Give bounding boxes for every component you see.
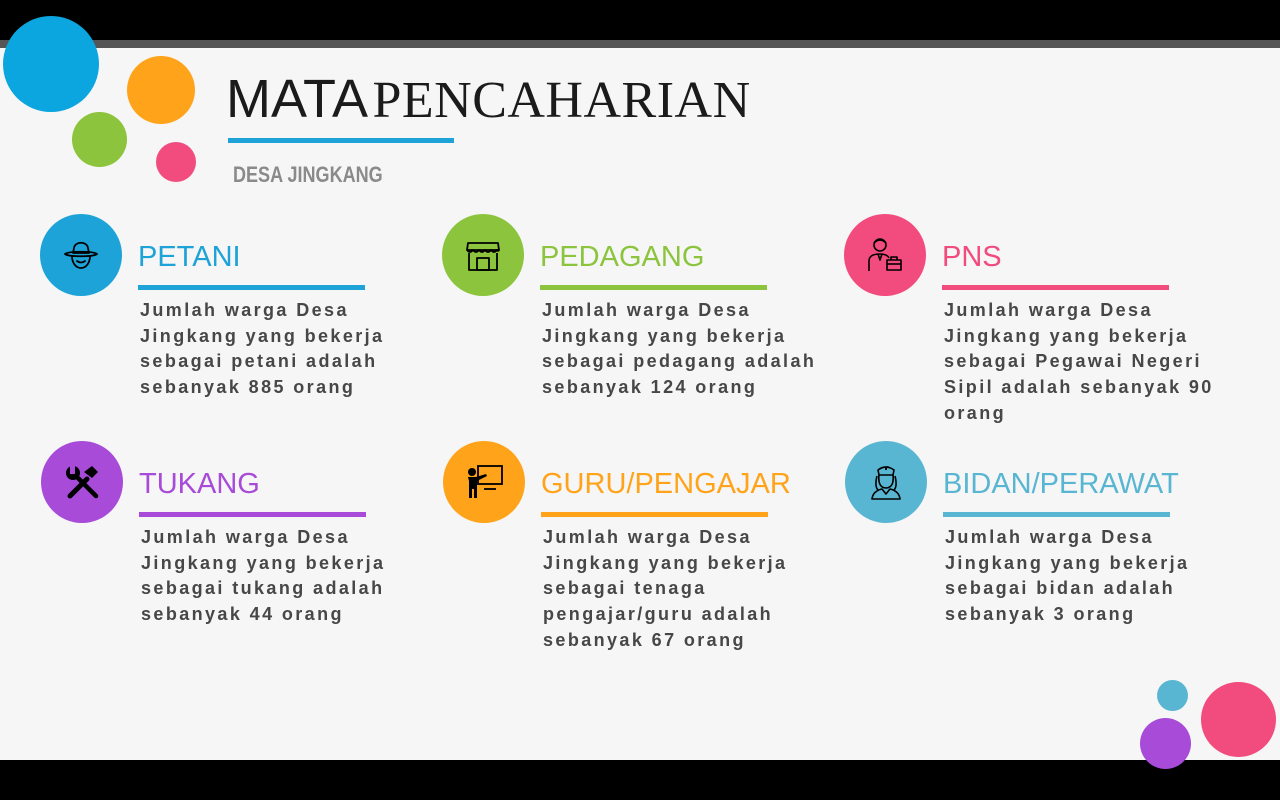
decorative-circle-teal bbox=[1157, 680, 1188, 711]
title-underline bbox=[228, 138, 454, 143]
card-description: Jumlah warga Desa Jingkang yang bekerja sebagai bidan adalah sebanyak 3 orang bbox=[945, 527, 1190, 625]
card-pns bbox=[844, 214, 1244, 434]
civil-servant-icon bbox=[863, 233, 907, 277]
icon-circle bbox=[40, 214, 122, 296]
decorative-circle-purple bbox=[1140, 718, 1191, 769]
page-subtitle: DESA JINGKANG bbox=[233, 162, 383, 187]
heading-underline bbox=[943, 512, 1170, 517]
heading-underline bbox=[139, 512, 366, 517]
card-pedagang bbox=[442, 214, 842, 434]
decorative-circle-pink bbox=[156, 142, 196, 182]
title-part1: MATA bbox=[226, 69, 368, 129]
nurse-icon bbox=[864, 460, 908, 504]
page-title bbox=[226, 69, 751, 129]
heading-underline bbox=[541, 512, 768, 517]
card-heading: GURU/PENGAJAR bbox=[541, 468, 791, 500]
card-tukang bbox=[41, 441, 441, 661]
card-heading: PNS bbox=[942, 241, 1002, 273]
icon-circle bbox=[443, 441, 525, 523]
card-bidan-perawat bbox=[845, 441, 1245, 661]
card-heading: PETANI bbox=[138, 241, 241, 273]
decorative-circle-green bbox=[72, 112, 127, 167]
card-description: Jumlah warga Desa Jingkang yang bekerja sebagai Pegawai Negeri Sipil adalah sebanyak 90 orang bbox=[944, 300, 1214, 423]
icon-circle bbox=[41, 441, 123, 523]
card-petani bbox=[40, 214, 440, 434]
card-description: Jumlah warga Desa Jingkang yang bekerja sebagai pedagang adalah sebanyak 124 orang bbox=[542, 300, 817, 398]
tools-icon bbox=[60, 460, 104, 504]
card-description: Jumlah warga Desa Jingkang yang bekerja sebagai tenaga pengajar/guru adalah sebanyak 67 orang bbox=[543, 527, 788, 650]
farmer-hat-icon bbox=[59, 233, 103, 277]
title-part2: PENCAHARIAN bbox=[372, 72, 751, 129]
icon-circle bbox=[844, 214, 926, 296]
heading-underline bbox=[540, 285, 767, 290]
shop-icon bbox=[461, 233, 505, 277]
decorative-circle-blue bbox=[3, 16, 99, 112]
heading-underline bbox=[942, 285, 1169, 290]
card-description: Jumlah warga Desa Jingkang yang bekerja sebagai tukang adalah sebanyak 44 orang bbox=[141, 527, 386, 625]
card-description: Jumlah warga Desa Jingkang yang bekerja sebagai petani adalah sebanyak 885 orang bbox=[140, 300, 385, 398]
card-heading: PEDAGANG bbox=[540, 241, 705, 273]
decorative-circle-pink-large bbox=[1201, 682, 1276, 757]
decorative-circle-orange bbox=[127, 56, 195, 124]
card-heading: BIDAN/PERAWAT bbox=[943, 468, 1179, 500]
heading-underline bbox=[138, 285, 365, 290]
teacher-icon bbox=[462, 460, 506, 504]
top-divider bbox=[0, 40, 1280, 48]
card-heading: TUKANG bbox=[139, 468, 260, 500]
icon-circle bbox=[845, 441, 927, 523]
card-guru-pengajar bbox=[443, 441, 843, 661]
icon-circle bbox=[442, 214, 524, 296]
